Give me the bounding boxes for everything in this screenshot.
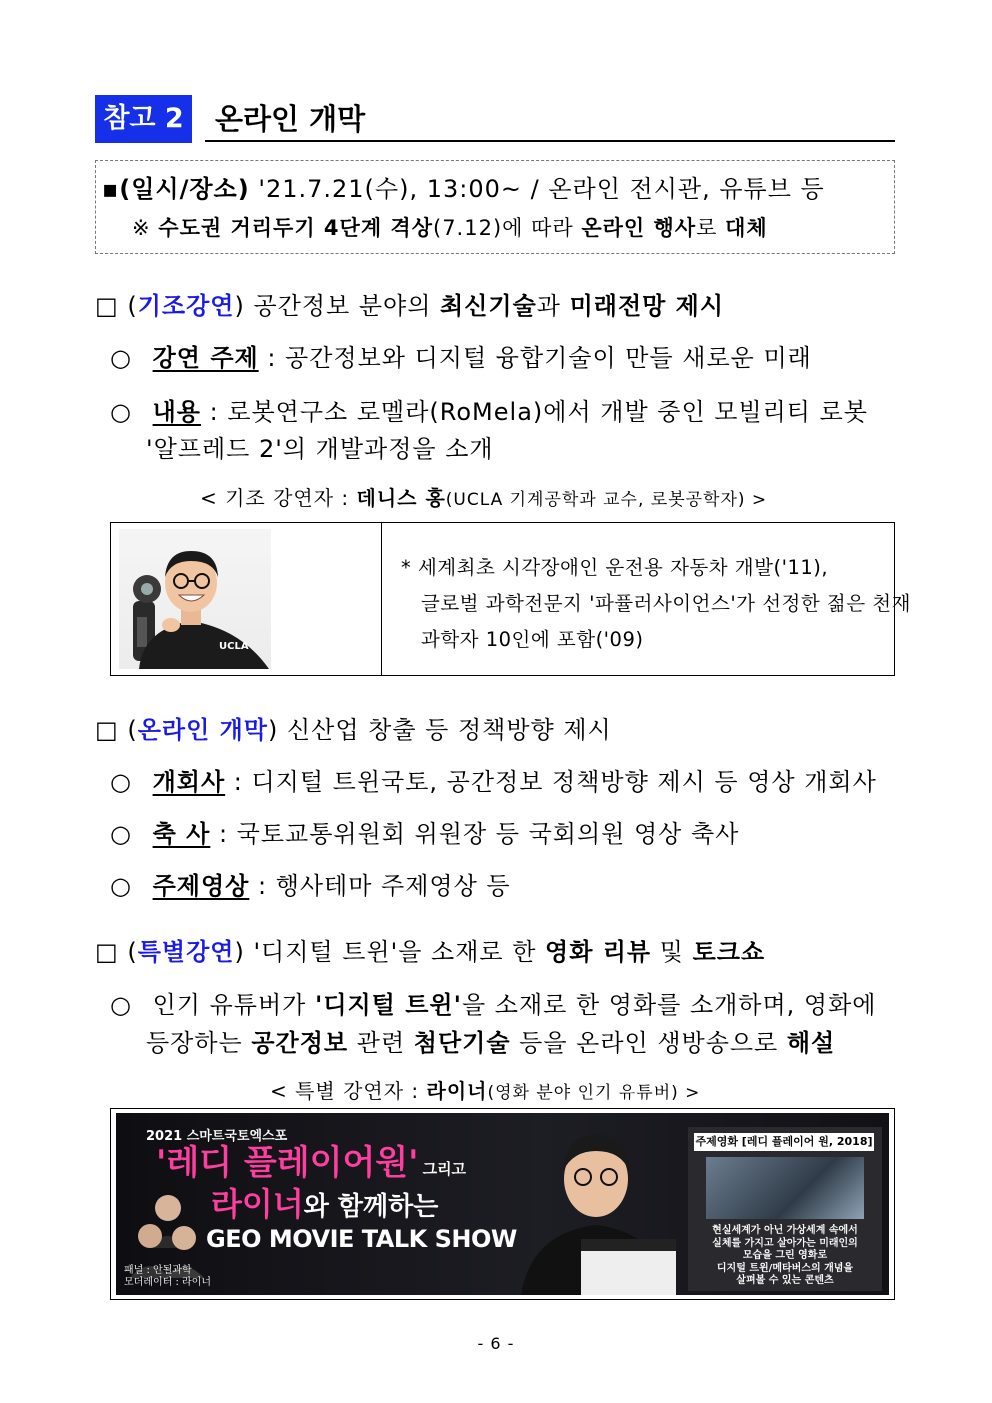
note-plain-1: (7.12)에 따라	[433, 216, 582, 240]
speaker-notes	[401, 550, 911, 658]
movie-panel	[688, 1127, 882, 1291]
banner-title-2	[211, 1185, 438, 1226]
item-text: : 공간정보와 디지털 융합기술이 만들 새로운 미래	[258, 344, 812, 372]
banner-with: 와 함께하는	[303, 1192, 439, 1222]
item-bold: 공간정보	[251, 1029, 349, 1057]
paren-close: )	[234, 292, 245, 320]
heading-text-2: 및	[651, 938, 693, 966]
banner-and: 그리고	[422, 1160, 467, 1178]
heading-text: 공간정보 분야의	[244, 292, 441, 320]
item-label: 강연 주제	[152, 344, 259, 372]
special-speaker-name: 라이너	[426, 1079, 488, 1103]
item-label: 축 사	[152, 820, 211, 848]
item-text: : 행사테마 주제영상 등	[249, 872, 511, 900]
heading-bold-1: 영화 리뷰	[545, 938, 652, 966]
list-item	[110, 765, 877, 799]
shirt-logo: UCLA	[219, 641, 249, 652]
note-bold-1: 수도권 거리두기 4단계 격상	[158, 216, 433, 240]
banner-credits	[124, 1265, 211, 1289]
section-opening-heading	[95, 713, 612, 747]
heading-bold-1: 최신기술	[440, 292, 537, 320]
section-keynote-label: 기조강연	[137, 292, 235, 320]
item-label: 내용	[152, 398, 201, 426]
item-text: 등을 온라인 생방송으로	[510, 1029, 787, 1057]
circle-bullet-icon: ○	[110, 768, 132, 796]
reference-tag: 참고 2	[95, 95, 192, 143]
speaker-note-line: 글로벌 과학전문지 '파퓰러사이언스'가 선정한 젊은 천재	[421, 592, 911, 615]
item-label: 개회사	[152, 768, 226, 796]
item-text: 관련	[348, 1029, 414, 1057]
box-divider	[381, 523, 382, 675]
circle-bullet-icon: ○	[110, 872, 132, 900]
paren-close: )	[234, 938, 245, 966]
heading-text-2: 과	[536, 292, 570, 320]
schedule-line	[102, 172, 825, 206]
paren-open: (	[127, 292, 138, 320]
square-bullet-icon: ▪	[102, 175, 120, 203]
circle-bullet-icon: ○	[110, 991, 132, 1019]
item-bold: '디지털 트윈'	[314, 991, 462, 1019]
list-item	[110, 341, 812, 375]
paren-open: (	[127, 938, 138, 966]
page-number: - 6 -	[477, 1334, 515, 1353]
schedule-note	[132, 211, 768, 245]
section-keynote-heading	[95, 289, 724, 323]
list-item	[110, 869, 511, 903]
desc-line: 실체를 가지고 살아가는 미래인의	[712, 1237, 858, 1249]
item-bold: 첨단기술	[413, 1029, 511, 1057]
movie-label: 주제영화 [레디 플레이어 원, 2018]	[694, 1133, 874, 1151]
item-text: 등장하는	[146, 1029, 252, 1057]
schedule-box	[95, 160, 895, 254]
list-item	[110, 395, 868, 429]
desc-line: 디지털 트윈/메타버스의 개념을	[716, 1262, 854, 1274]
item-text-continued: '알프레드 2'의 개발과정을 소개	[146, 435, 494, 463]
note-mark-icon: ※	[132, 216, 151, 240]
paren-open: (	[127, 716, 138, 744]
speaker-note-line: 과학자 10인에 포함('09)	[421, 628, 644, 651]
talk-show-banner	[116, 1113, 889, 1295]
desc-line: 살펴볼 수 있는 콘텐츠	[736, 1275, 834, 1286]
banner-host: 라이너	[211, 1185, 304, 1223]
schedule-text: '21.7.21(수), 13:00~ / 온라인 전시관, 유튜브 등	[249, 175, 825, 203]
checkbox-square-icon: □	[95, 716, 119, 744]
banner-expo: 2021 스마트국토엑스포	[146, 1129, 288, 1144]
item-text: : 디지털 트윈국토, 공간정보 정책방향 제시 등 영상 개회사	[225, 768, 877, 796]
checkbox-square-icon: □	[95, 292, 119, 320]
banner-movie-title: '레디 플레이어원'	[156, 1143, 419, 1183]
circle-bullet-icon: ○	[110, 820, 132, 848]
note-plain-2: 로	[696, 216, 726, 240]
schedule-label: (일시/장소)	[119, 175, 250, 203]
checkbox-square-icon: □	[95, 938, 119, 966]
movie-description	[692, 1225, 878, 1288]
speaker-photo	[119, 529, 271, 669]
page-title: 온라인 개막	[215, 102, 366, 136]
title-underline	[205, 140, 895, 142]
item-label: 주제영상	[152, 872, 250, 900]
caption-rest: (영화 분야 인기 유튜버) >	[487, 1083, 701, 1103]
item-text: 을 소재로 한 영화를 소개하며, 영화에	[461, 991, 877, 1019]
paren-close: )	[267, 716, 279, 744]
desc-line: 모습을 그린 영화로	[742, 1250, 828, 1261]
item-bold: 해설	[786, 1029, 836, 1057]
heading-bold-2: 토크쇼	[692, 938, 766, 966]
special-speaker-caption	[270, 1074, 700, 1110]
item-text: 인기 유튜버가	[152, 991, 315, 1019]
circle-bullet-icon: ○	[110, 398, 132, 426]
heading-bold-2: 미래전망 제시	[569, 292, 725, 320]
section-opening-label: 온라인 개막	[137, 716, 268, 744]
caption-rest: (UCLA 기계공학과 교수, 로봇공학자) >	[445, 490, 768, 510]
item-text-continued	[146, 1026, 835, 1060]
desc-line: 현실세계가 아닌 가상세계 속에서	[712, 1225, 858, 1236]
keynote-speaker-box	[110, 522, 911, 676]
circle-bullet-icon: ○	[110, 344, 132, 372]
banner-title-1	[156, 1143, 466, 1189]
heading-text: 신산업 창출 등 정책방향 제시	[278, 716, 612, 744]
section-special-label: 특별강연	[137, 938, 235, 966]
list-item	[110, 817, 739, 851]
keynote-speaker-caption	[200, 481, 767, 517]
speaker-note-line: * 세계최초 시각장애인 운전용 자동차 개발('11),	[401, 556, 829, 579]
caption-open: < 특별 강연자 :	[270, 1079, 427, 1103]
keynote-speaker-name: 데니스 홍	[356, 486, 446, 510]
item-text: : 로봇연구소 로멜라(RoMela)에서 개발 중인 모빌리티 로봇	[200, 398, 868, 426]
list-item	[110, 988, 877, 1022]
item-text: : 국토교통위원회 위원장 등 국회의원 영상 축사	[210, 820, 740, 848]
banner-moderator: 모더레이터 : 라이너	[124, 1277, 212, 1288]
talk-show-banner-box	[110, 1108, 895, 1300]
note-bold-2: 온라인 행사	[581, 216, 697, 240]
section-special-heading	[95, 935, 765, 969]
banner-title-3: GEO MOVIE TALK SHOW	[206, 1225, 517, 1253]
heading-text: '디지털 트윈'을 소재로 한	[244, 938, 546, 966]
movie-still	[706, 1157, 864, 1219]
note-bold-3: 대체	[725, 216, 768, 240]
banner-panel: 패널 : 안될과학	[124, 1265, 192, 1276]
host-image	[511, 1121, 681, 1295]
caption-open: < 기조 강연자 :	[200, 486, 357, 510]
